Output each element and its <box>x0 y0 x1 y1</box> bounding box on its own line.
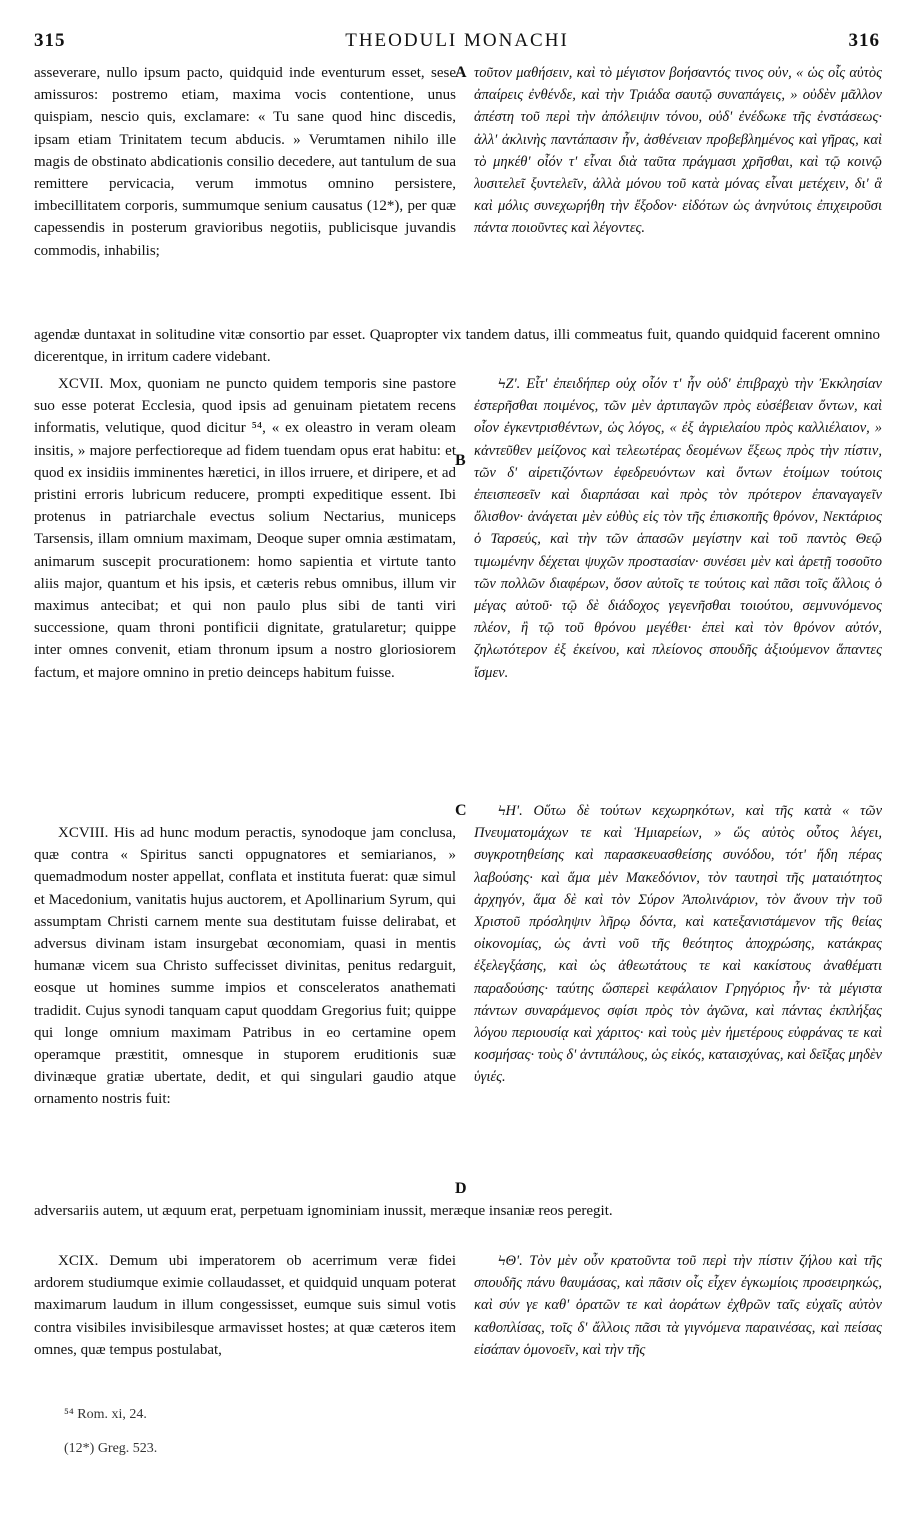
margin-letter: C <box>455 802 467 819</box>
greek-paragraph: ϞΘ'. Τὸν μὲν οὖν κρατοῦντα τοῦ περὶ τὴν πίστιν ζήλου καὶ τῆς σπουδῆς πάνυ θαυμάσας, καὶ πᾶσιν οἷς εἶχεν ἐγκωμίοις προσειρηκώς, καὶ σύν γε καθ' ὁρατῶν τε καὶ ἀοράτων ἐχθρῶν ταῖς εὐχαῖς αὐτὸν καθοπλίσας, τοῖς δ' ἄλλοις πᾶσι τὰ γιγνόμενα παραινέσας, καὶ πείσας εἰσάπαν ὁμονοεῖν, καὶ τὴν τῆς <box>474 1253 882 1358</box>
footnotes <box>64 1398 157 1466</box>
latin-paragraph: XCVIII. His ad hunc modum peractis, synodoque jam conclusa, quæ contra « Spiritus sancti oppugnatores et semiarianos, » quemadmodum noster appellat, conflata et instituta fuerat: quæ simul et Macedonium, vanitatis hujus auctorem, et Apollinarium Syrum, qui assumptam Christi carnem mente sua destitutam fuisse delirabat, et adversus divinam istam insurgebat œconomiam, quasi in mentis humanæ vicem sua Christo suffecisset divinitas, penitus redarguit, eosque ut homines summe impios et consceleratos anathemati tradidit. Cujus synodi tanquam caput quoddam Gregorius fuit; quippe qui longe omnium maximam Patribus in eo certamine opem operamque præstitit, omnesque in stuporem eruditionis suæ divinæque gratiæ ubertate, dedit, et qui singulari gaudio atque ornamento nostris fuit: <box>34 825 456 1108</box>
latin-paragraph: XCVII. Mox, quoniam ne puncto quidem temporis sine pastore suo esse poterat Ecclesia, quod ipsis ad genuinam pietatem recens informatis, velutique, quod dicitur ⁵⁴, « ex oleastro in veram oleam insitis, » majore perfectioreque ad fidem tuendam opus erat habitu: et quod ex insidiis imminentes hæretici, in illos irruere, et diripere, et ad pristini erroris lubricum reducere, prompti expeditique essent. Ibi protenus in patriarchale evectus solium Nectarius, municeps Tarsensis, illam omnium maximam, Deoque super omnia æstimatam, animarum suscepit procurationem: homo sapientia et virtute tanto aliis major, quantum et his ipsis, et cæteris rebus omnibus, illum vir maximus antecibat; et qui non paulo plus sibi de tanti viri successione, quam throni pontificii dignitate, gratularetur; quippe inter omnes convenit, etiam thronum ipsum a nostro gloriosiorem factum, et majore omnino in pretio deinceps habitum fuisse. <box>34 376 456 681</box>
greek-paragraph: τοῦτον μαθήσειν, καὶ τὸ μέγιστον βοήσαντός τινος οὐν, « ὡς οἷς αὐτὸς ἀπαίρεις ἐνθένδε, καὶ τὴν Τριάδα σαυτῷ συναπάγεις, » οὐδὲν μᾶλλον ἀπέστη τοῦ περὶ τὴν ἀπόλειψιν τόνου, οὐδ' ἐνέδωκε τῆς ἐνστάσεως· ἀλλ' ἀκλινὴς παντάπασιν ἦν, ἀσθένειαν προβεβλημένος καὶ γῆρας, καὶ τὸ μηκέθ' οἷόν τ' εἶναι διὰ ταῦτα πράγμασι χρῆσθαι, καὶ τῷ κοινῷ λυσιτελεῖ ξυντελεῖν, ἀλλὰ μόνου τοῦ κατὰ μόνας εἶναι μετέχειν, δι' ἃ καὶ μόλις συνεχωρήθη τὴν ἔξοδον· εἰδότων ὡς ἀνηνύτοις ἐπιχειροῦσι πάντα ποιοῦντες καὶ λέγοντες. <box>474 65 882 237</box>
greek-paragraph: ϞΖ'. Εἶτ' ἐπειδήπερ οὐχ οἷόν τ' ἦν οὐδ' ἐπιβραχὺ τὴν Ἐκκλησίαν ἐστερῆσθαι ποιμένος, τῶν μὲν ἀρτιπαγῶν πρὸς εὐσέβειαν ὄντων, καὶ οἷον ἐγκεντρισθέντων, ὡς λόγος, « ἐξ ἀγριελαίου πρὸς καλλιέλαιον, » κἀντεῦθεν μείζονος καὶ τελεωτέρας δεομένων ἕξεως πρὸς τὴν πίστιν, τῶν δ' αἱρετιζόντων ἐφεδρευόντων καὶ ὄντων ἑτοίμων τούτοις ἐπεισπεσεῖν καὶ διαρπάσαι καὶ πρὸς τὸν πρότερον ἐπαναγαγεῖν ὄλισθον· ἀνάγεται μὲν εὐθὺς εἰς τὸν τῆς ἐπισκοπῆς θρόνον, Νεκτάριος ὁ Ταρσεύς, καὶ τὴν τῶν ἁπασῶν μεγίστην καὶ τοῦ παντὸς Θεῷ τιμωμένην δέχεται ψυχῶν προστασίαν· συνέσει μὲν καὶ ἀρετῇ τοσοῦτο τῶν πολλῶν διαφέρων, ὅσον αὐτοῖς τε τούτοις καὶ πᾶσι τοῖς ἄλλοις ὁ μέγας αὐτοῦ· τῷ δὲ διάδοχος γεγενῆσθαι τοιούτου, σεμνυνόμενος πλέον, ἢ τῷ τοῦ θρόνου μεγέθει· ἐπεὶ καὶ τὸν θρόνον αὐτόν, ζηλωτότερον ἐξ ἐκείνου, καὶ πλείονος σπουδῆς ἀξιούμενον ἅπαντες ἴσμεν. <box>474 376 882 681</box>
page-number-left: 315 <box>34 30 66 51</box>
latin-paragraph: asseverare, nullo ipsum pacto, quidquid inde eventurum esset, sese amissuros: postremo etiam, maxima vocis contentione, unus quispiam, nescio quis, exclamare: « Tu sane quod hinc discedis, ipsam etiam Trinitatem tecum abducis. » Verumtamen nihilo ille magis de obstinato abdicationis consilio decedere, aut tantulum de sua remittere pervicacia, verum immotus omnino persistere, imbecillitatem corporis, summumque senium causatus (12*), per quæ capessendis in posterum gravioribus negotiis, publicisque juvandis commodis, inhabilis; <box>34 65 456 259</box>
full-width-text <box>34 1200 880 1246</box>
greek-column <box>474 373 882 783</box>
page-number-right: 316 <box>848 30 880 51</box>
full-paragraph: adversariis autem, ut æquum erat, perpetuam ignominiam inussit, meræque insaniæ reos peregit. <box>34 1203 613 1219</box>
latin-paragraph: XCIX. Demum ubi imperatorem ob acerrimum veræ fidei ardorem studiumque eximie collaudasset, et quidquid unquam poterat maximarum laudum in illum congessisset, eumque suis simul votis contra visibiles invisibilesque armavisset hostes; at quæ cæteros item omnes, quæ tempus postulabat, <box>34 1253 456 1358</box>
greek-column <box>474 62 882 330</box>
footnote: (12*) Greg. 523. <box>64 1441 158 1456</box>
latin-column <box>34 373 456 819</box>
margin-letter: A <box>455 64 467 81</box>
margin-letter: D <box>455 1180 467 1197</box>
greek-paragraph: ϞΗ'. Οὕτω δὲ τούτων κεχωρηκότων, καὶ τῆς κατὰ « τῶν Πνευματομάχων τε καὶ Ἡμιαρείων, » ὥς αὐτὸς οὗτος λέγει, συγκροτηθείσης καὶ παρασκευασθείσης συνόδου, τότ' ἤδη πέρας λαβούσης· καὶ ἅμα μὲν Μακεδόνιον, τὸν ταυτησὶ τῆς ματαιότητος ἀρχηγόν, ἅμα δὲ καὶ τὸν Σύρον Ἀπολινάριον, τὸν ἄνουν τὴν τοῦ Χριστοῦ πρόσληψιν λῆρῳ δόντα, καὶ κατεξανιστάμενον τῆς θείας οἰκονομίας, ὡς ἀντὶ νοῦ τῆς θεότητος ἀποχρώσης, κατάκρας ἐξελεγξάσης, καὶ ὡς ἀθεωτάτους τε καὶ κακίστους ἀναθέματι παραδούσης· ταύτης ὥσπερεὶ κεφάλαιον Γρηγόριος ἦν· τὰ μέγιστα πάντων συναράμενος σφίσι πρὸς τὸν ἀγῶνα, καὶ πάντας ἐκπλήξας λόγου περιουσίᾳ καὶ χάριτος· καὶ τοὺς μὲν ἡμετέρους εὐφράνας τε καὶ κοσμήσας· τοὺς δ' ἀντιπάλους, ὡς εἰκός, καταισχύνας, καὶ δεῖξας μηδὲν ὑγιές. <box>474 803 882 1086</box>
greek-column <box>474 1250 882 1386</box>
full-paragraph: agendæ duntaxat in solitudine vitæ consortio par esset. Quapropter vix tandem datus, illi commeatus fuit, quando quidquid facerent omnino dicerentque, in irritum cadere videbant. <box>34 327 880 366</box>
page-header <box>34 30 880 60</box>
latin-column <box>34 822 456 1198</box>
full-width-text <box>34 324 880 370</box>
running-title: THEODULI MONACHI <box>345 30 569 51</box>
latin-column <box>34 1250 456 1386</box>
latin-column <box>34 62 456 330</box>
footnote: ⁵⁴ Rom. xi, 24. <box>64 1407 147 1422</box>
greek-column <box>474 800 882 1198</box>
margin-letter: B <box>455 452 466 469</box>
